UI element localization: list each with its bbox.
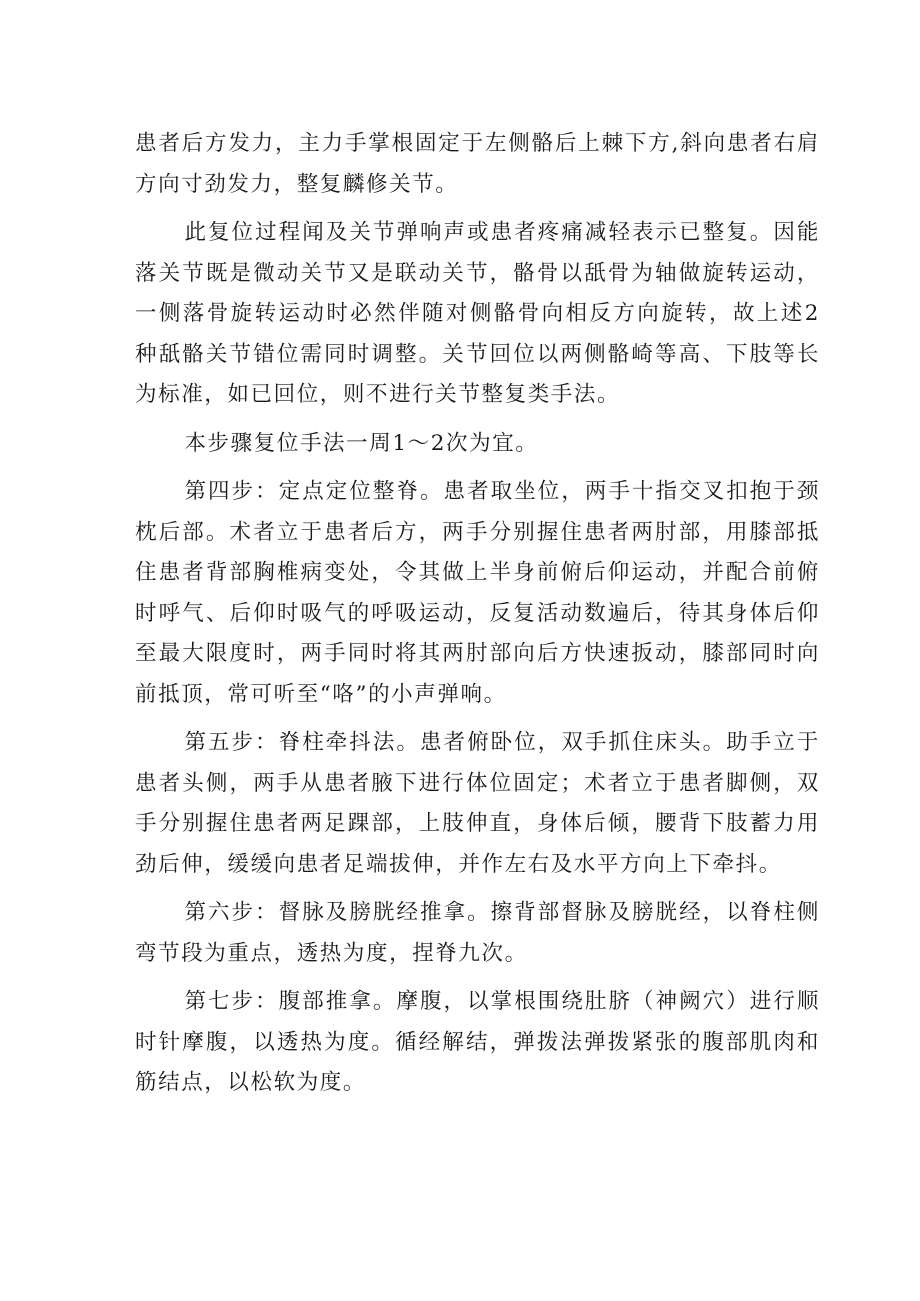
- paragraph-step-five: 第五步：脊柱牵抖法。患者俯卧位，双手抓住床头。助手立于患者头侧，两手从患者腋下进行体位固定；术者立于患者脚侧，双手分别握住患者两足踝部，上肢伸直，身体后倾，腰背下肢蓄力用劲后伸，缓缓向患者足端拔伸，并作左右及水平方向上下牵抖。: [135, 730, 820, 877]
- paragraph-step-four: 第四步：定点定位整脊。患者取坐位，两手十指交叉扣抱于颈枕后部。术者立于患者后方，两手分别握住患者两肘部，用膝部抵住患者背部胸椎病变处，令其做上半身前俯后仰运动，并配合前俯时呼气、后仰时吸气的呼吸运动，反复活动数遍后，待其身体后仰至最大限度时，两手同时将其两肘部向后方快速扳动，膝部同时向前抵顶，常可听至“咯”的小声弹响。: [135, 479, 820, 707]
- paragraph-step-seven: 第七步：腹部推拿。摩腹，以掌根围绕肚脐（神阙穴）进行顺时针摩腹，以透热为度。循经解结，弹拨法弹拨紧张的腹部肌肉和筋结点，以松软为度。: [135, 989, 820, 1095]
- paragraph-frequency: 本步骤复位手法一周1～2次为宜。: [184, 430, 539, 456]
- paragraph-step-six: 第六步：督脉及膀胱经推拿。擦背部督脉及膀胱经，以脊柱侧弯节段为重点，透热为度，捏脊九次。: [135, 900, 820, 966]
- paragraph-reduction-note: 此复位过程闻及关节弹响声或患者疼痛减轻表示已整复。因能落关节既是微动关节又是联动关节，骼骨以舐骨为轴做旋转运动，一侧落骨旋转运动时必然伴随对侧骼骨向相反方向旋转，故上述2种舐骼关节错位需同时调整。关节回位以两侧骼崎等高、下肢等长为标准，如已回位，则不进行关节整复类手法。: [135, 220, 820, 407]
- paragraph-continuation: 患者后方发力，主力手掌根固定于左侧骼后上棘下方,斜向患者右肩方向寸劲发力，整复麟修关节。: [135, 131, 820, 197]
